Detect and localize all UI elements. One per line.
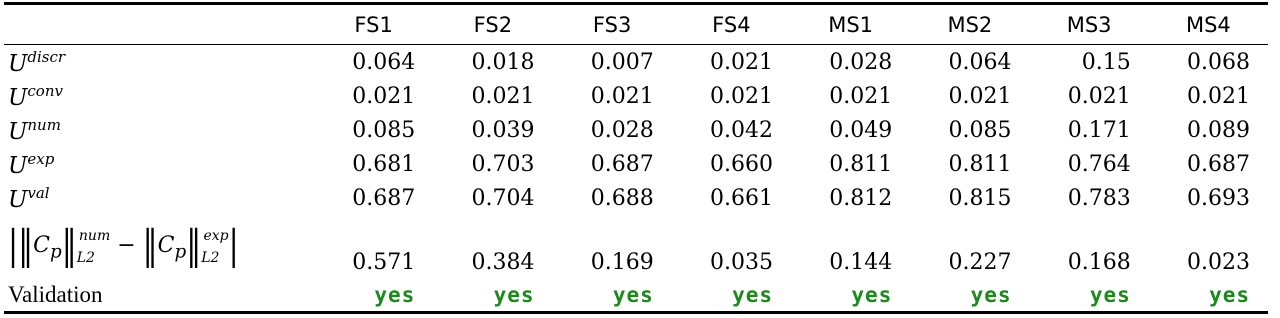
validation-cell: yes bbox=[1030, 279, 1149, 313]
table-cell: 0.021 bbox=[1067, 83, 1131, 109]
table-cell: 0.812 bbox=[829, 185, 893, 211]
table-cell: 0.042 bbox=[710, 117, 773, 143]
table-cell: 0.023 bbox=[1187, 250, 1250, 275]
table-cell: 0.15 bbox=[1081, 49, 1131, 75]
table-cell: 0.035 bbox=[710, 250, 773, 275]
table-row-u-val bbox=[4, 181, 1268, 215]
table-cell: 0.021 bbox=[590, 83, 654, 109]
validation-cell: yes bbox=[1149, 279, 1268, 313]
row-label-base: U bbox=[8, 84, 28, 111]
row-label-base: U bbox=[8, 152, 28, 179]
table-cell: 0.021 bbox=[352, 83, 416, 109]
table-row-u-num bbox=[4, 113, 1268, 147]
table-cell: 0.021 bbox=[710, 49, 773, 75]
table-cell: 0.064 bbox=[948, 49, 1012, 75]
norm-bar-right-icon: ‖ bbox=[61, 221, 77, 270]
row-label-u-discr bbox=[4, 45, 314, 80]
table-cell: 0.703 bbox=[471, 151, 535, 177]
norm-subscript: L2 bbox=[201, 250, 220, 266]
table-cell: 0.085 bbox=[948, 117, 1012, 143]
validation-cell: yes bbox=[791, 279, 910, 313]
table-row-u-discr bbox=[4, 45, 1268, 80]
norm-bar-right-icon: ‖ bbox=[186, 221, 202, 270]
minus-sign: − bbox=[117, 233, 136, 258]
table-cell: 0.021 bbox=[710, 83, 773, 109]
row-label-sup: discr bbox=[27, 47, 66, 66]
table-cell: 0.064 bbox=[352, 49, 416, 75]
table-cell: 0.169 bbox=[590, 250, 654, 275]
table-cell: 0.687 bbox=[1187, 151, 1250, 177]
header-cell-fs4: FS4 bbox=[672, 4, 791, 45]
table-cell: 0.815 bbox=[948, 185, 1012, 211]
row-label-u-exp bbox=[4, 147, 314, 181]
table-cell: 0.687 bbox=[590, 151, 654, 177]
table-cell: 0.704 bbox=[471, 185, 535, 211]
table-row-u-conv bbox=[4, 79, 1268, 113]
table-cell: 0.068 bbox=[1187, 49, 1250, 75]
validation-cell: yes bbox=[672, 279, 791, 313]
table-row-norm-difference bbox=[4, 215, 1268, 279]
norm-symbol-subscript: p bbox=[49, 241, 62, 263]
table-cell: 0.028 bbox=[590, 117, 654, 143]
header-cell-ms3: MS3 bbox=[1030, 4, 1149, 45]
table-cell: 0.660 bbox=[710, 151, 773, 177]
norm-superscript: exp bbox=[203, 228, 229, 244]
norm-symbol-subscript: p bbox=[174, 241, 187, 263]
table-cell: 0.039 bbox=[471, 117, 535, 143]
table-cell: 0.089 bbox=[1187, 117, 1250, 143]
table-row-validation bbox=[4, 279, 1268, 313]
table-cell: 0.764 bbox=[1067, 151, 1131, 177]
validation-cell: yes bbox=[910, 279, 1029, 313]
table-cell: 0.028 bbox=[829, 49, 893, 75]
table-cell: 0.811 bbox=[948, 151, 1012, 177]
table-cell: 0.171 bbox=[1067, 117, 1131, 143]
row-label-validation: Validation bbox=[4, 279, 314, 313]
norm-symbol: C bbox=[33, 233, 50, 258]
table-cell: 0.384 bbox=[471, 250, 535, 275]
table-cell: 0.783 bbox=[1067, 185, 1131, 211]
results-table-container bbox=[4, 2, 1268, 314]
table-cell: 0.021 bbox=[829, 83, 893, 109]
row-label-u-val bbox=[4, 181, 314, 215]
header-row bbox=[4, 4, 1268, 45]
header-cell-fs2: FS2 bbox=[433, 4, 552, 45]
table-cell: 0.811 bbox=[829, 151, 893, 177]
norm-symbol: C bbox=[157, 233, 175, 258]
row-label-base: U bbox=[8, 186, 28, 213]
header-cell-fs1: FS1 bbox=[314, 4, 433, 45]
row-label-u-num bbox=[4, 113, 314, 147]
table-cell: 0.571 bbox=[352, 250, 416, 275]
table-cell: 0.085 bbox=[352, 117, 416, 143]
row-label-sup: num bbox=[27, 115, 61, 134]
header-cell-fs3: FS3 bbox=[553, 4, 672, 45]
header-cell-ms1: MS1 bbox=[791, 4, 910, 45]
table-cell: 0.227 bbox=[948, 250, 1012, 275]
abs-bar-left-icon: | bbox=[8, 221, 19, 270]
table-cell: 0.018 bbox=[471, 49, 535, 75]
validation-cell: yes bbox=[553, 279, 672, 313]
header-cell-empty bbox=[4, 4, 314, 45]
header-cell-ms2: MS2 bbox=[910, 4, 1029, 45]
row-label-sup: exp bbox=[27, 149, 55, 168]
row-label-sup: val bbox=[27, 183, 50, 202]
table-cell: 0.168 bbox=[1067, 250, 1131, 275]
norm-bar-left-icon: ‖ bbox=[142, 221, 158, 270]
row-label-base: U bbox=[8, 118, 28, 145]
table-cell: 0.681 bbox=[352, 151, 416, 177]
table-cell: 0.021 bbox=[471, 83, 535, 109]
table-row-u-exp bbox=[4, 147, 1268, 181]
validation-cell: yes bbox=[433, 279, 552, 313]
norm-subscript: L2 bbox=[76, 250, 95, 266]
norm-difference-formula bbox=[8, 221, 239, 270]
table-cell: 0.049 bbox=[829, 117, 893, 143]
validation-cell: yes bbox=[314, 279, 433, 313]
header-cell-ms4: MS4 bbox=[1149, 4, 1268, 45]
norm-bar-left-icon: ‖ bbox=[18, 221, 34, 270]
results-table bbox=[4, 2, 1268, 314]
table-cell: 0.661 bbox=[710, 185, 773, 211]
table-cell: 0.687 bbox=[352, 185, 416, 211]
table-cell: 0.693 bbox=[1187, 185, 1250, 211]
table-cell: 0.021 bbox=[948, 83, 1012, 109]
abs-bar-right-icon: | bbox=[228, 221, 239, 270]
norm-superscript: num bbox=[78, 228, 111, 244]
row-label-sup: conv bbox=[27, 81, 63, 100]
table-cell: 0.007 bbox=[590, 49, 654, 75]
row-label-norm-difference bbox=[4, 215, 314, 279]
row-label-u-conv bbox=[4, 79, 314, 113]
table-cell: 0.021 bbox=[1187, 83, 1250, 109]
table-cell: 0.688 bbox=[590, 185, 654, 211]
table-cell: 0.144 bbox=[829, 250, 893, 275]
row-label-base: U bbox=[8, 50, 28, 77]
